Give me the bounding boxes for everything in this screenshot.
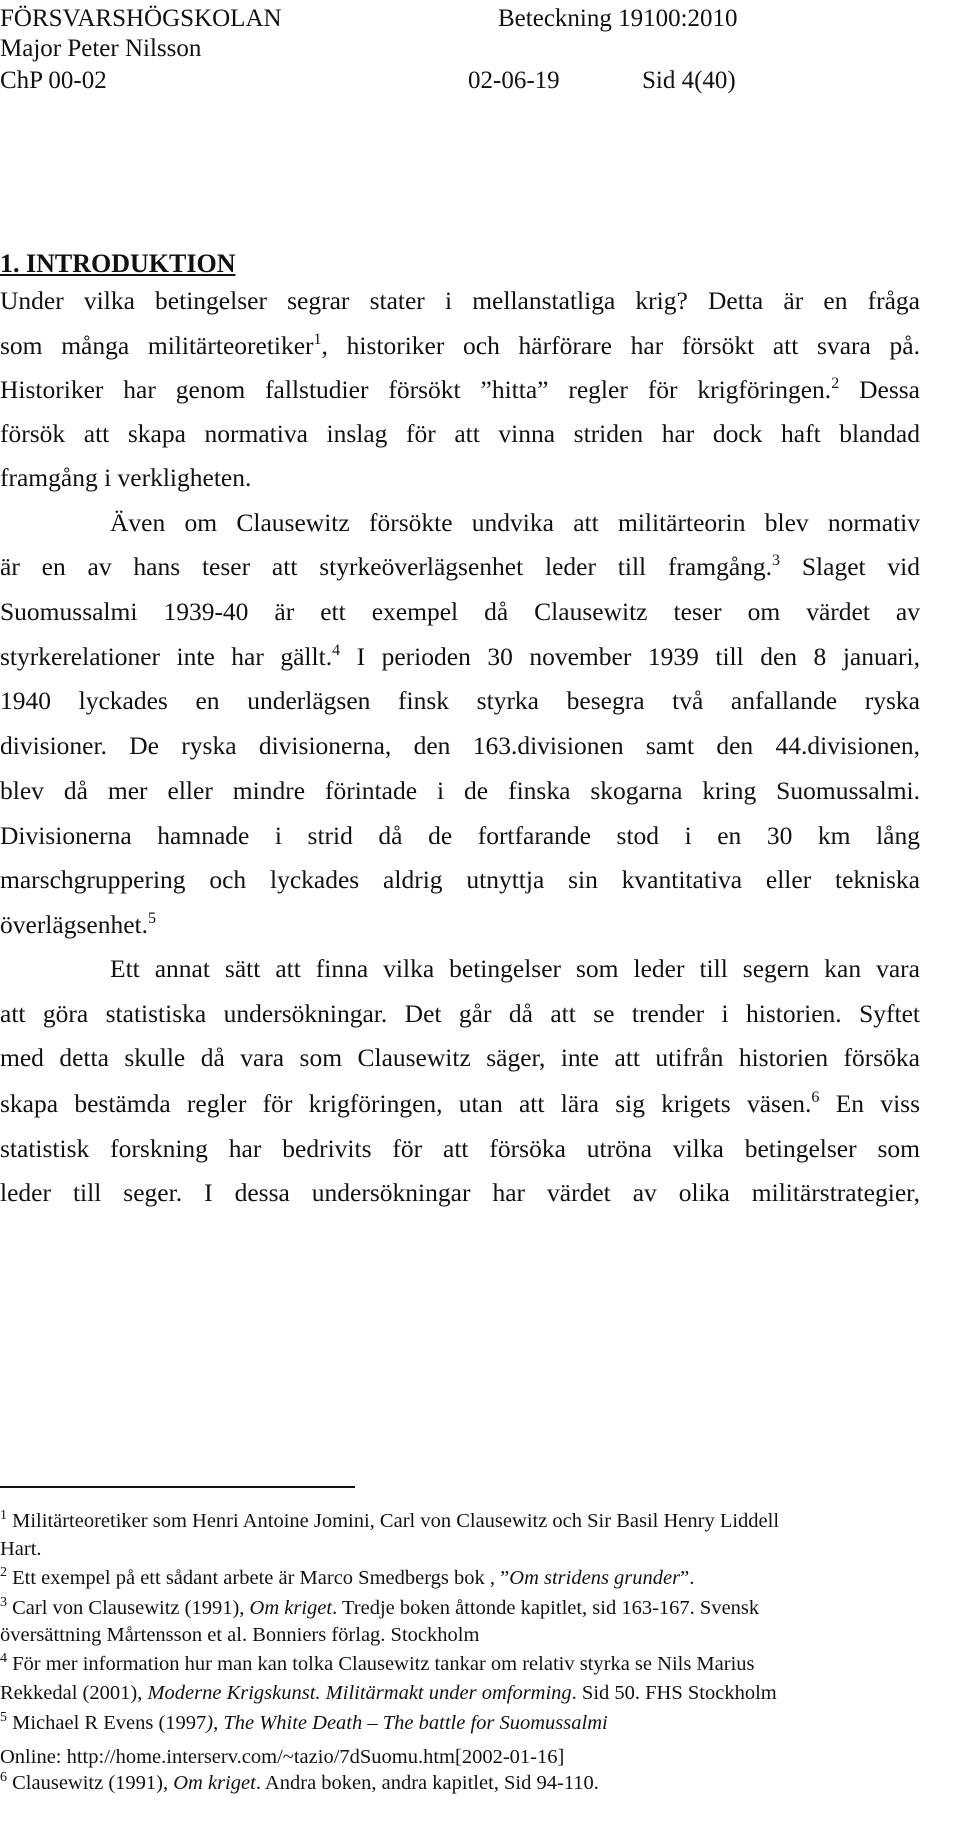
footnote: $^5$ Michael R Evens (1997), The White Death – The battle for Suomussalmi bbox=[0, 1710, 608, 1734]
text-line: Även om Clausewitz försökte undvika att militärteorin blev normativ bbox=[110, 508, 920, 537]
author-name: Major Peter Nilsson bbox=[0, 35, 202, 62]
footnote-ref: 1 bbox=[313, 331, 322, 348]
text-line: Ett annat sätt att finna vilka betingelser som leder till segern kan vara bbox=[110, 954, 920, 983]
footnote-ref: 6 bbox=[811, 1089, 820, 1106]
footnote: $^6$ Clausewitz (1991), Om kriget. Andra boken, andra kapitlet, Sid 94-110. bbox=[0, 1770, 599, 1794]
text-line: som många militärteoretiker$^1$, historiker och härförare har försökt att svara på. bbox=[0, 331, 920, 360]
footnote: Rekkedal (2001), Moderne Krigskunst. Militärmakt under omforming. Sid 50. FHS Stockholm bbox=[0, 1682, 777, 1704]
text-line: med detta skulle då vara som Clausewitz säger, inte att utifrån historien försöka bbox=[0, 1043, 920, 1072]
footnote: $^2$ Ett exempel på ett sådant arbete är Marco Smedbergs bok , ”Om stridens grunder”. bbox=[0, 1565, 695, 1589]
text-line: överlägsenhet.$^5$ bbox=[0, 910, 156, 939]
footnote-separator bbox=[0, 1486, 355, 1488]
text-line: försök att skapa normativa inslag för att vinna striden har dock haft blandad bbox=[0, 419, 920, 448]
text-line: är en av hans teser att styrkeöverlägsenhet leder till framgång.$^3$ Slaget vid bbox=[0, 552, 920, 581]
course-code: ChP 00-02 bbox=[0, 67, 107, 94]
text-line: statistisk forskning har bedrivits för att försöka utröna vilka betingelser som bbox=[0, 1134, 920, 1163]
footnote: $^1$ Militärteoretiker som Henri Antoine Jomini, Carl von Clausewitz och Sir Basil Henry Liddell bbox=[0, 1508, 780, 1532]
text-line: divisioner. De ryska divisionerna, den 163.divisionen samt den 44.divisionen, bbox=[0, 731, 920, 760]
page-number: Sid 4(40) bbox=[642, 67, 736, 94]
footnote: $^3$ Carl von Clausewitz (1991), Om kriget. Tredje boken åttonde kapitlet, sid 163-167. Svensk bbox=[0, 1595, 760, 1619]
text-line: framgång i verkligheten. bbox=[0, 463, 252, 492]
text-line: 1940 lyckades en underlägsen finsk styrka besegra två anfallande ryska bbox=[0, 686, 920, 715]
footnote-ref: 3 bbox=[772, 552, 781, 569]
document-designation: Beteckning 19100:2010 bbox=[498, 5, 738, 32]
section-heading: 1. INTRODUKTION bbox=[0, 249, 236, 278]
text-line: Suomussalmi 1939-40 är ett exempel då Clausewitz teser om värdet av bbox=[0, 597, 920, 626]
text-line: Historiker har genom fallstudier försökt ”hitta” regler för krigföringen.$^2$ Dessa bbox=[0, 375, 920, 404]
footnote-ref: 4 bbox=[332, 642, 341, 659]
footnote: översättning Mårtensson et al. Bonniers förlag. Stockholm bbox=[0, 1624, 480, 1646]
footnote-link[interactable]: Online: http://home.interserv.com/~tazio/7dSuomu.htm[2002-01-16] bbox=[0, 1746, 565, 1768]
school-name: FÖRSVARSHÖGSKOLAN bbox=[0, 5, 282, 32]
text-line: skapa bestämda regler för krigföringen, utan att lära sig krigets väsen.$^6$ En viss bbox=[0, 1089, 920, 1118]
text-line: Divisionerna hamnade i strid då de fortfarande stod i en 30 km lång bbox=[0, 821, 920, 850]
document-date: 02-06-19 bbox=[468, 67, 560, 94]
footnote-ref: 5 bbox=[147, 910, 156, 927]
text-line: blev då mer eller mindre förintade i de finska skogarna kring Suomussalmi. bbox=[0, 776, 920, 805]
footnote: Hart. bbox=[0, 1538, 42, 1560]
footnote: $^4$ För mer information hur man kan tolka Clausewitz tankar om relativ styrka se Nils Marius bbox=[0, 1651, 755, 1675]
text-line: leder till seger. I dessa undersökningar har värdet av olika militärstrategier, bbox=[0, 1178, 920, 1207]
text-line: att göra statistiska undersökningar. Det går då att se trender i historien. Syftet bbox=[0, 999, 920, 1028]
text-line: marschgruppering och lyckades aldrig utnyttja sin kvantitativa eller tekniska bbox=[0, 865, 920, 894]
footnote-ref: 2 bbox=[831, 375, 840, 392]
text-line: styrkerelationer inte har gällt.$^4$ I perioden 30 november 1939 till den 8 januari, bbox=[0, 642, 921, 671]
text-line: Under vilka betingelser segrar stater i mellanstatliga krig? Detta är en fråga bbox=[0, 286, 920, 315]
